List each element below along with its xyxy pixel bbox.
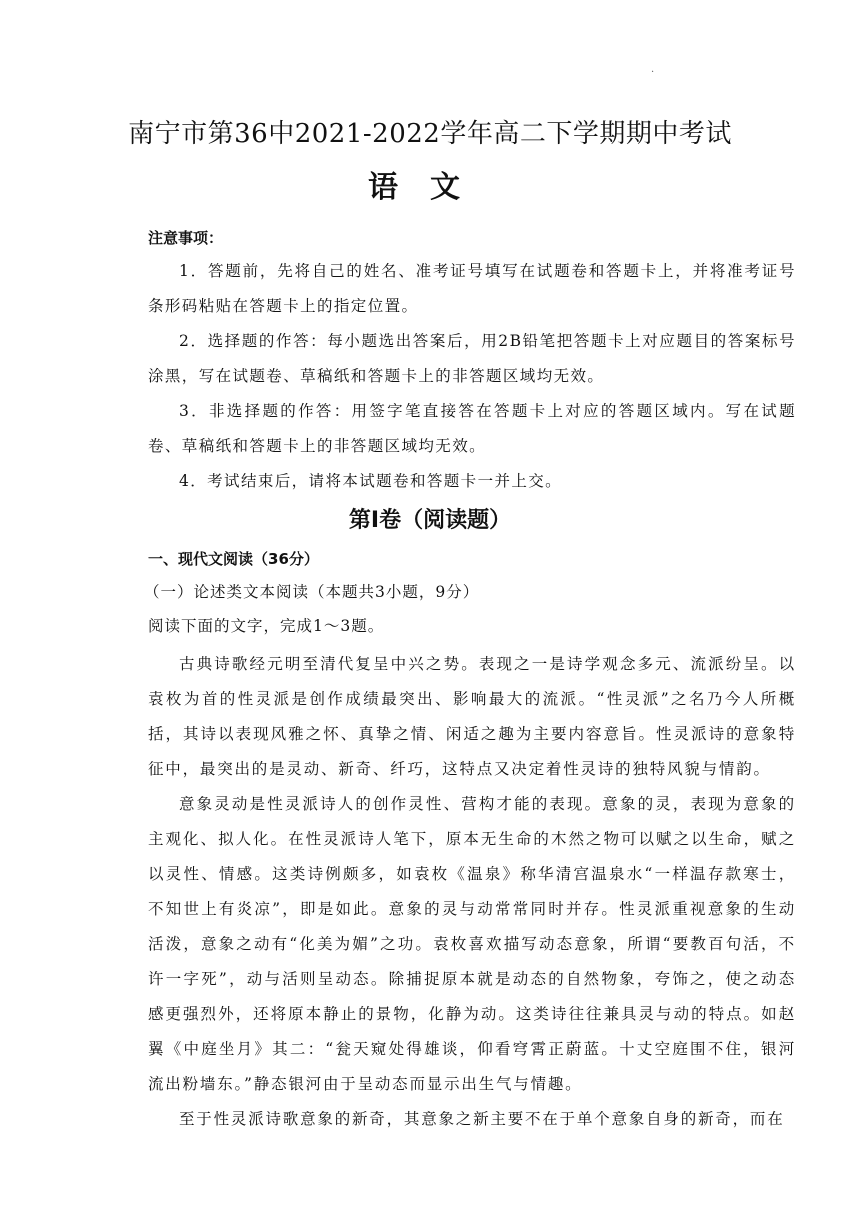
passage-paragraph: 古典诗歌经元明至清代复呈中兴之势。表现之一是诗学观念多元、流派纷呈。以袁枚为首的性灵派是创作成绩最突出、影响最大的流派。“性灵派”之名乃今人所概括，其诗以表现风雅之怀、真挚之情、闲适之趣为主要内容意旨。性灵派诗的意象特征中，最突出的是灵动、新奇、纤巧，这特点又决定着性灵诗的独特风貌与情韵。	[148, 655, 796, 778]
corner-mark: ·	[651, 67, 655, 78]
note-item: 3．非选择题的作答：用签字笔直接答在答题卡上对应的答题区域内。写在试题卷、草稿纸和答题卡上的非答题区域均无效。	[148, 402, 796, 455]
reading-instruction: 阅读下面的文字，完成1～3题。	[148, 617, 385, 635]
reading-passage	[148, 647, 796, 1137]
passage-paragraph: 至于性灵派诗歌意象的新奇，其意象之新主要不在于单个意象自身的新奇，而在	[179, 1110, 785, 1128]
note-item: 1．答题前，先将自己的姓名、准考证号填写在试题卷和答题卡上，并将准考证号条形码粘贴在答题卡上的指定位置。	[148, 262, 796, 315]
note-item: 2．选择题的作答：每小题选出答案后，用2B铅笔把答题卡上对应题目的答案标号涂黑，写在试题卷、草稿纸和答题卡上的非答题区域均无效。	[148, 332, 796, 385]
notes-heading: 注意事项：	[148, 229, 224, 247]
subsection-heading: （一）论述类文本阅读（本题共3小题，9分）	[144, 583, 480, 601]
note-item: 4．考试结束后，请将本试题卷和答题卡一并上交。	[179, 472, 563, 490]
section-heading: 一、现代文阅读（36分）	[148, 550, 319, 568]
notes-list	[148, 254, 796, 499]
subject-title: 语文	[368, 170, 492, 205]
part-title: 第Ⅰ卷（阅读题）	[348, 508, 512, 533]
exam-title: 南宁市第36中2021-2022学年高二下学期期中考试	[128, 119, 732, 149]
passage-paragraph: 意象灵动是性灵派诗人的创作灵性、营构才能的表现。意象的灵，表现为意象的主观化、拟人化。在性灵派诗人笔下，原本无生命的木然之物可以赋之以生命，赋之以灵性、情感。这类诗例颇多，如袁枚《温泉》称华清宫温泉水“一样温存款寒士，不知世上有炎凉”，即是如此。意象的灵与动常常同时并存。性灵派重视意象的生动活泼，意象之动有“化美为媚”之功。袁枚喜欢描写动态意象，所谓“要教百句活，不许一字死”，动与活则呈动态。除捕捉原本就是动态的自然物象，夸饰之，使之动态感更强烈外，还将原本静止的景物，化静为动。这类诗往往兼具灵与动的特点。如赵翼《中庭坐月》其二：“瓮天窥处得雄谈，仰看穹霄正蔚蓝。十丈空庭围不住，银河流出粉墙东。”静态银河由于呈动态而显示出生气与情趣。	[148, 795, 796, 1093]
